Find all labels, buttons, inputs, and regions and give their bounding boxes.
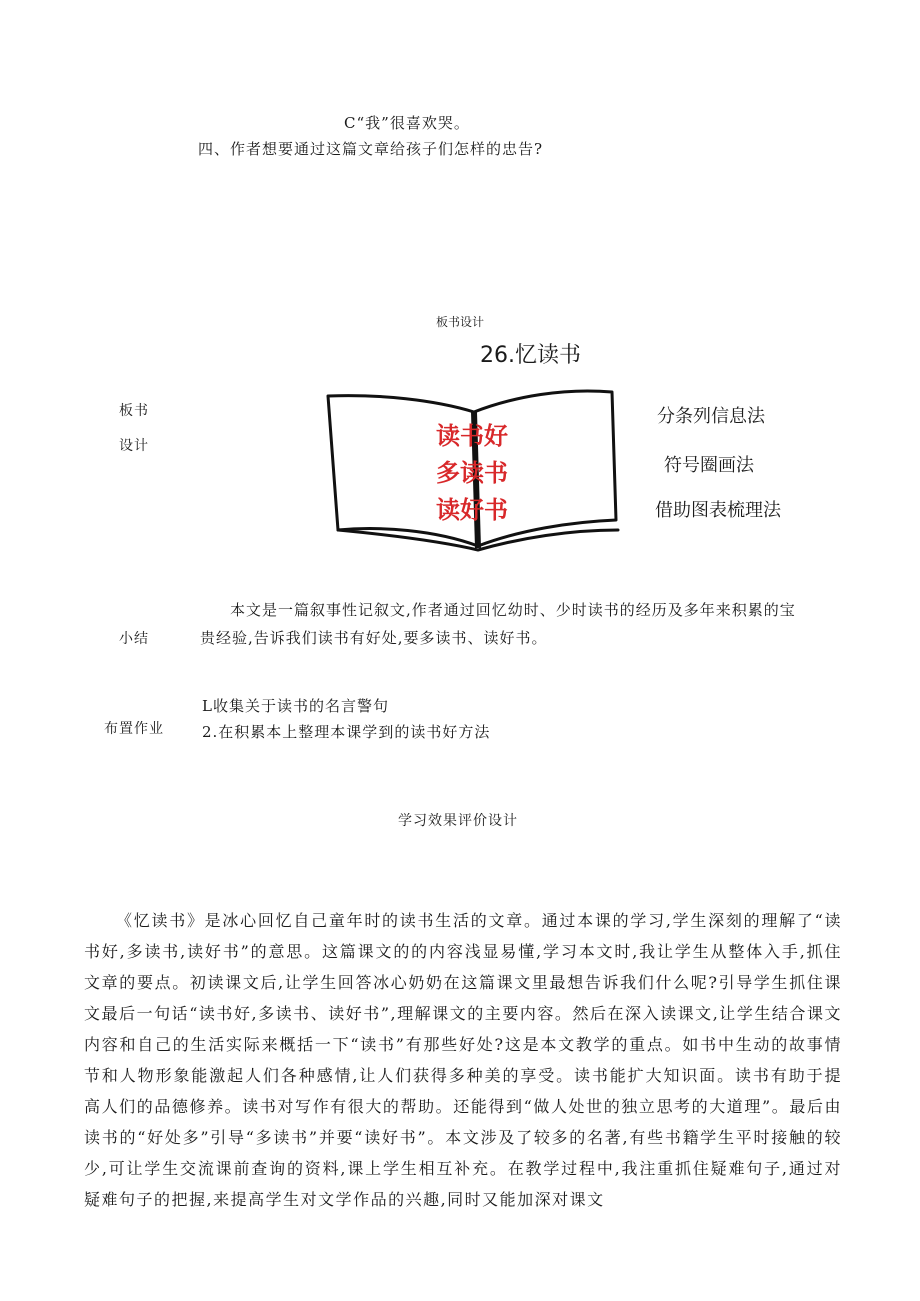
summary-text: 本文是一篇叙事性记叙文,作者通过回忆幼时、少时读书的经历及多年来积累的宝贵经验,告诉我们读书有好处,要多读书、读好书。 [200,601,796,647]
method-1: 分条列信息法 [657,406,765,427]
evaluation-paragraph: 《忆读书》是冰心回忆自己童年时的读书生活的文章。通过本课的学习,学生深刻的理解了“读书好,多读书,读好书”的意思。这篇课文的的内容浅显易懂,学习本文时,我让学生从整体入手,抓住文章的要点。初读课文后,让学生回答冰心奶奶在这篇课文里最想告诉我们什么呢?引导学生抓住课文最后一句话“读书好,多读书、读好书”,理解课文的主要内容。然后在深入读课文,让学生结合课文内容和自己的生活实际来概括一下“读书”有那些好处?这是本文教学的重点。如书中生动的故事情节和人物形象能激起人们各种感情,让人们获得多种美的享受。读书能扩大知识面。读书有助于提高人们的品德修养。读书对写作有很大的帮助。还能得到“做人处世的独立思考的大道理”。最后由读书的“好处多”引导“多读书”并要“读好书”。本文涉及了较多的名著,有些书籍学生平时接触的较少,可让学生交流课前查询的资料,课上学生相互补充。在教学过程中,我注重抓住疑难句子,通过对疑难句子的把握,来提高学生对文学作品的兴趣,同时又能加深对课文 [84,911,842,1209]
book-line-1: 读书好 [436,422,508,450]
open-book-illustration [320,384,620,556]
board-design-heading: 板书设计 [436,315,485,329]
evaluation-body [84,905,842,1215]
summary-label: 小结 [119,631,149,647]
method-2: 符号圈画法 [664,455,754,476]
homework-label: 布置作业 [104,721,164,737]
board-side-label-2: 设计 [119,438,149,454]
homework-item-1: L收集关于读书的名言警句 [202,697,389,715]
lesson-title: 26.忆读书 [480,343,581,368]
board-side-label-1: 板书 [119,403,149,419]
homework-item-2: 2.在积累本上整理本课学到的读书好方法 [202,723,491,741]
book-line-2: 多读书 [436,459,508,487]
question-four: 四、作者想要通过这篇文章给孩子们怎样的忠告? [198,140,544,158]
book-line-3: 读好书 [436,496,508,524]
evaluation-title: 学习效果评价设计 [398,813,518,829]
method-3: 借助图表梳理法 [655,500,781,521]
option-c: C“我”很喜欢哭。 [344,114,470,132]
